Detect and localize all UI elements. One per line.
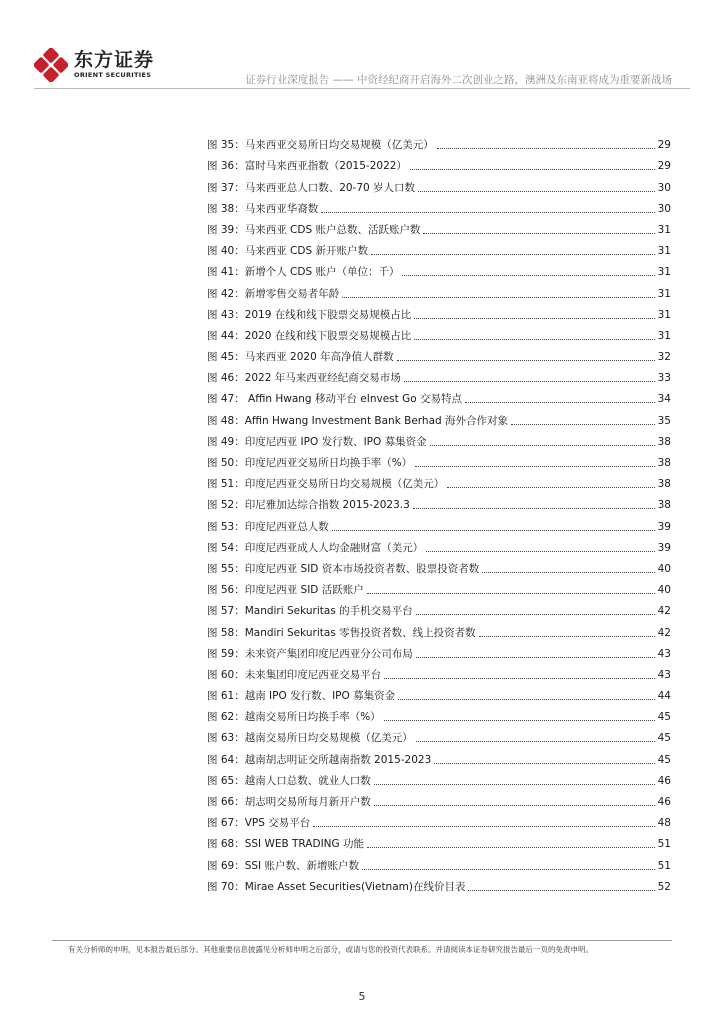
toc-entry-label: 图 69：SSI 账户数、新增账户数	[207, 859, 359, 872]
toc-entry[interactable]	[207, 449, 671, 470]
toc-entry-label: 图 42：新增零售交易者年龄	[207, 287, 340, 300]
toc-entry-page: 42	[657, 626, 671, 639]
toc-entry-page: 52	[657, 880, 671, 893]
toc-entry[interactable]	[207, 682, 671, 703]
company-logo	[34, 48, 154, 82]
toc-dot-leader	[437, 147, 655, 149]
toc-dot-leader	[414, 317, 655, 319]
toc-entry-page: 38	[657, 435, 671, 448]
footer-disclaimer: 有关分析师的申明，见本报告最后部分。其他重要信息披露见分析师申明之后部分，或请与您的投资代表联系。并请阅读本证券研究报告最后一页的免责申明。	[68, 945, 593, 954]
toc-entry[interactable]	[207, 258, 671, 279]
toc-dot-leader	[362, 868, 655, 870]
toc-entry-label: 图 56：印度尼西亚 SID 活跃账户	[207, 584, 364, 597]
toc-dot-leader	[332, 529, 655, 531]
toc-dot-leader	[511, 423, 655, 425]
logo-english-name: ORIENT SECURITIES	[74, 71, 152, 79]
toc-entry-label: 图 57：Mandiri Sekuritas 的手机交易平台	[207, 605, 413, 618]
toc-entry-label: 图 64：越南胡志明证交所越南指数 2015-2023	[207, 753, 432, 766]
toc-entry[interactable]	[207, 385, 671, 406]
toc-entry-page: 46	[657, 774, 671, 787]
toc-entry-label: 图 40：马来西亚 CDS 新开账户数	[207, 245, 368, 258]
toc-entry-label: 图 63：越南交易所日均交易规模（亿美元）	[207, 732, 413, 745]
toc-entry-label: 图 38：马来西亚华裔数	[207, 202, 319, 215]
toc-entry[interactable]	[207, 152, 671, 173]
toc-entry[interactable]	[207, 512, 671, 533]
toc-dot-leader	[426, 550, 655, 552]
toc-entry-page: 32	[657, 351, 671, 364]
toc-dot-leader	[374, 804, 655, 806]
toc-entry-page: 35	[657, 414, 671, 427]
toc-entry[interactable]	[207, 661, 671, 682]
toc-entry[interactable]	[207, 195, 671, 216]
toc-dot-leader	[482, 571, 655, 573]
toc-dot-leader	[479, 635, 655, 637]
report-title: 证券行业深度报告 —— 中资经纪商开启海外二次创业之路，澳洲及东南亚将成为重要新战场	[245, 74, 672, 86]
toc-entry[interactable]	[207, 301, 671, 322]
toc-dot-leader	[402, 274, 655, 276]
toc-entry[interactable]	[207, 173, 671, 194]
toc-entry-page: 38	[657, 499, 671, 512]
toc-entry-label: 图 36：富时马来西亚指数（2015-2022）	[207, 160, 407, 173]
toc-entry-page: 34	[657, 393, 671, 406]
toc-entry[interactable]	[207, 555, 671, 576]
toc-entry-label: 图 65：越南人口总数、就业人口数	[207, 774, 371, 787]
toc-entry-page: 51	[657, 838, 671, 851]
footer-divider	[52, 940, 672, 941]
toc-entry-page: 40	[657, 584, 671, 597]
toc-entry-label: 图 47： Affin Hwang 移动平台 eInvest Go 交易特点	[207, 393, 462, 406]
toc-dot-leader	[416, 613, 655, 615]
header-divider	[34, 88, 690, 89]
toc-entry-page: 38	[657, 457, 671, 469]
toc-entry[interactable]	[207, 830, 671, 851]
toc-entry-label: 图 37：马来西亚总人口数、20-70 岁人口数	[207, 181, 416, 194]
toc-entry-label: 图 67：VPS 交易平台	[207, 817, 311, 830]
toc-entry-label: 图 39：马来西亚 CDS 账户总数、活跃账户数	[207, 223, 421, 236]
toc-entry-label: 图 35：马来西亚交易所日均交易规模（亿美元）	[207, 139, 434, 152]
toc-dot-leader	[321, 211, 655, 213]
toc-dot-leader	[384, 719, 655, 721]
logo-chinese-name: 东方证券	[74, 49, 155, 71]
toc-entry-page: 30	[657, 202, 671, 215]
toc-entry[interactable]	[207, 640, 671, 661]
toc-entry[interactable]	[207, 576, 671, 597]
toc-entry-page: 31	[657, 329, 671, 342]
toc-entry-label: 图 66：胡志明交易所每月新开户数	[207, 796, 371, 808]
toc-entry-page: 42	[657, 605, 671, 618]
toc-entry-label: 图 55：印度尼西亚 SID 资本市场投资者数、股票投资者数	[207, 562, 480, 575]
toc-entry-label: 图 54：印度尼西亚成人人均金融财富（美元）	[207, 541, 424, 554]
toc-entry[interactable]	[207, 428, 671, 449]
toc-entry-page: 29	[657, 139, 671, 152]
toc-dot-leader	[418, 190, 655, 192]
toc-entry-label: 图 68：SSI WEB TRADING 功能	[207, 838, 364, 851]
toc-dot-leader	[384, 677, 655, 679]
toc-entry[interactable]	[207, 745, 671, 766]
toc-dot-leader	[434, 762, 655, 764]
toc-entry-label: 图 59：未来资产集团印度尼西亚分公司布局	[207, 647, 413, 660]
toc-entry-label: 图 50：印度尼西亚交易所日均换手率（%）	[207, 457, 413, 469]
toc-entry-label: 图 51：印度尼西亚交易所日均交易规模（亿美元）	[207, 478, 445, 491]
toc-entry-label: 图 46：2022 年马来西亚经纪商交易市场	[207, 372, 401, 385]
toc-dot-leader	[313, 825, 655, 827]
toc-entry[interactable]	[207, 534, 671, 555]
toc-entry-page: 43	[657, 668, 671, 681]
toc-entry-page: 38	[657, 478, 671, 491]
toc-entry[interactable]	[207, 703, 671, 724]
toc-entry-label: 图 53：印度尼西亚总人数	[207, 520, 329, 533]
toc-entry-label: 图 49：印度尼西亚 IPO 发行数、IPO 募集资金	[207, 435, 427, 448]
toc-dot-leader	[416, 656, 655, 658]
toc-dot-leader	[410, 168, 655, 170]
toc-entry[interactable]	[207, 597, 671, 618]
toc-entry-page: 31	[657, 223, 671, 236]
toc-dot-leader	[468, 889, 655, 891]
toc-entry[interactable]	[207, 216, 671, 237]
toc-dot-leader	[430, 444, 655, 446]
toc-entry[interactable]	[207, 491, 671, 512]
toc-entry-label: 图 45：马来西亚 2020 年高净值人群数	[207, 351, 394, 364]
toc-entry[interactable]	[207, 724, 671, 745]
toc-entry[interactable]	[207, 131, 671, 152]
toc-dot-leader	[415, 465, 655, 467]
toc-dot-leader	[342, 296, 655, 298]
toc-entry[interactable]	[207, 279, 671, 300]
toc-entry-label: 图 70：Mirae Asset Securities(Vietnam)在线价目表	[207, 880, 466, 893]
toc-entry-page: 44	[657, 690, 671, 703]
toc-entry-label: 图 41：新增个人 CDS 账户（单位：千）	[207, 266, 400, 279]
toc-entry-label: 图 62：越南交易所日均换手率（%）	[207, 711, 381, 724]
toc-entry[interactable]	[207, 809, 671, 830]
page-header	[0, 0, 724, 90]
toc-entry-label: 图 52：印尼雅加达综合指数 2015-2023.3	[207, 499, 410, 512]
toc-entry-page: 29	[657, 160, 671, 173]
toc-dot-leader	[447, 486, 655, 488]
toc-entry-page: 39	[657, 541, 671, 554]
toc-dot-leader	[367, 846, 655, 848]
toc-entry-label: 图 48：Affin Hwang Investment Bank Berhad 海外合作对象	[207, 414, 509, 427]
toc-entry-page: 33	[657, 372, 671, 385]
toc-entry-page: 31	[657, 287, 671, 300]
toc-dot-leader	[367, 592, 655, 594]
toc-entry[interactable]	[207, 364, 671, 385]
toc-entry-page: 48	[657, 817, 671, 830]
toc-entry-page: 45	[657, 732, 671, 745]
toc-dot-leader	[413, 507, 655, 509]
toc-entry-page: 31	[657, 266, 671, 279]
toc-entry-label: 图 61：越南 IPO 发行数、IPO 募集资金	[207, 690, 396, 703]
toc-entry[interactable]	[207, 322, 671, 343]
toc-entry-page: 43	[657, 647, 671, 660]
toc-entry-page: 31	[657, 308, 671, 321]
toc-entry-page: 31	[657, 245, 671, 258]
toc-entry-page: 45	[657, 711, 671, 724]
toc-entry-page: 40	[657, 562, 671, 575]
toc-entry-label: 图 44：2020 在线和线下股票交易规模占比	[207, 329, 412, 342]
toc-entry-page: 51	[657, 859, 671, 872]
orient-securities-logo-icon	[34, 48, 68, 82]
toc-dot-leader	[374, 783, 655, 785]
toc-entry[interactable]	[207, 767, 671, 788]
toc-entry-label: 图 58：Mandiri Sekuritas 零售投资者数、线上投资者数	[207, 626, 476, 639]
toc-dot-leader	[423, 232, 655, 234]
toc-entry[interactable]	[207, 618, 671, 639]
toc-dot-leader	[416, 740, 655, 742]
toc-entry[interactable]	[207, 788, 671, 809]
toc-dot-leader	[465, 401, 655, 403]
toc-entry-page: 39	[657, 520, 671, 533]
toc-entry-label: 图 60：未来集团印度尼西亚交易平台	[207, 668, 382, 681]
toc-dot-leader	[404, 380, 655, 382]
page-number: 5	[358, 990, 366, 1003]
toc-entry-page: 46	[657, 796, 671, 808]
toc-dot-leader	[414, 338, 655, 340]
toc-dot-leader	[398, 698, 655, 700]
toc-entry[interactable]	[207, 343, 671, 364]
toc-entry[interactable]	[207, 851, 671, 872]
toc-entry-page: 30	[657, 181, 671, 194]
figure-table-of-contents	[207, 131, 671, 894]
toc-dot-leader	[397, 359, 655, 361]
toc-entry-page: 45	[657, 753, 671, 766]
toc-entry[interactable]	[207, 470, 671, 491]
toc-entry[interactable]	[207, 237, 671, 258]
toc-entry[interactable]	[207, 873, 671, 894]
toc-entry-label: 图 43：2019 在线和线下股票交易规模占比	[207, 308, 412, 321]
toc-entry[interactable]	[207, 406, 671, 427]
toc-dot-leader	[371, 253, 655, 255]
